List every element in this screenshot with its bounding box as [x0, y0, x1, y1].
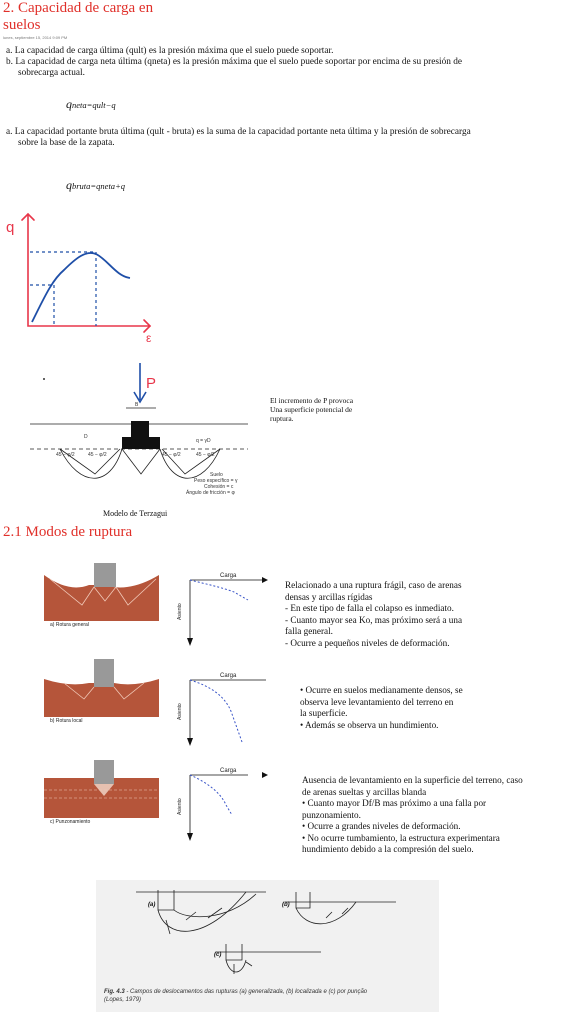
terzaghi-caption: Modelo de Terzagui [103, 509, 168, 518]
footing [94, 760, 114, 784]
displacement-fields-drawing [96, 880, 439, 980]
title-line-2: suelos [3, 17, 41, 33]
footing-base [122, 437, 160, 449]
label-b: B [135, 402, 139, 408]
label-angle-right: 45 − φ/2 [196, 452, 215, 458]
speck [43, 378, 45, 380]
punching-failure-image [44, 760, 159, 825]
formula-q-neta: qneta=qult−q [66, 97, 116, 111]
settlement-axis-arrow [187, 738, 193, 746]
settlement-axis-arrow [187, 638, 193, 646]
chart-settlement-label: Asiento [177, 798, 183, 815]
slip-surface-a1 [158, 892, 246, 931]
displacement-fields-figure [96, 880, 439, 1012]
page-title [3, 0, 153, 34]
settlement-axis-arrow [187, 833, 193, 841]
terzaghi-diagram [0, 358, 280, 523]
slip-surface-c [226, 960, 246, 972]
figure-label-b: (b) [282, 902, 290, 908]
displacement-arrows-b [326, 908, 348, 918]
load-settlement-curve [190, 775, 232, 815]
footing-b [296, 892, 310, 908]
label-surcharge: q = γD [196, 438, 211, 444]
label-angle-mid-left: 45 − φ/2 [88, 452, 107, 458]
slip-surface-b [296, 902, 356, 924]
general-load-settlement-chart [176, 570, 268, 650]
image-label: b) Rotura local [50, 718, 83, 724]
image-label: c) Punzonamiento [50, 819, 91, 825]
y-axis-label: q [6, 219, 15, 236]
punching-load-settlement-chart [176, 765, 276, 845]
load-settlement-curve [190, 680, 242, 742]
load-label: P [146, 375, 157, 392]
local-failure-image [44, 659, 159, 724]
load-settlement-curve [190, 580, 248, 600]
figure-label-c: (c) [214, 952, 222, 958]
load-axis-arrow [262, 772, 268, 778]
footing [94, 563, 116, 587]
load-axis-arrow [262, 577, 268, 583]
list-item-continuation: sobrecarga actual. [18, 68, 85, 78]
list-item: b. La capacidad de carga neta última (qneta) es la presión máxima que el suelo puede soportar por encima de su presión de [6, 57, 462, 67]
peak-guide [30, 252, 96, 326]
image-label: a) Rotura general [50, 622, 89, 628]
footing-a [158, 890, 174, 910]
section-title: 2.1 Modos de ruptura [3, 524, 133, 540]
punching-failure-text: Ausencia de levantamiento en la superficie del terreno, caso de arenas sueltas y arcillas blanda • Cuanto mayor Df/B mas próximo a una falla por punzonamiento. • Ocurre a grandes niveles de deformación. • No ocurre tumbamiento, la estructura experimentara hundimiento debido a la compresión del suelo. [302, 775, 523, 854]
soil-unit-weight: Peso específico = γ [194, 478, 238, 484]
local-failure-text: • Ocurre en suelos medianamente densos, se observa leve levantamiento del terreno en la superficie. • Además se observa un hundimiento. [300, 685, 463, 730]
chart-load-label: Carga [220, 673, 237, 679]
local-load-settlement-chart [176, 670, 268, 750]
label-d: D [84, 434, 88, 440]
definitions-list-2 [6, 127, 558, 149]
soil-friction-angle: Ángulo de fricción = φ [186, 490, 235, 496]
title-line-1: 2. Capacidad de carga en [3, 0, 154, 16]
footing [94, 659, 114, 687]
list-item: a. La capacidad de carga última (qult) es la presión máxima que el suelo puede soportar. [6, 46, 334, 56]
figure-label-a: (a) [148, 902, 156, 908]
central-wedge [122, 449, 160, 474]
terzaghi-note: El incremento de P provoca Una superficie potencial de ruptura. [270, 396, 354, 423]
figure-caption: Fig. 4.3 - Campos de deslocamentos das rupturas (a) generalizada, (b) localizada e (c) por punção (Lopes, 1979) [104, 989, 368, 1003]
axes [28, 214, 150, 326]
formula-q-bruta: qbruta=qneta+q [66, 178, 126, 192]
list-item: a. La capacidad portante bruta última (qult - bruta) es la suma de la capacidad portante neta última y la presión de sobrecarga [6, 127, 471, 137]
chart-settlement-label: Asiento [177, 603, 183, 620]
chart-load-label: Carga [220, 573, 237, 579]
definitions-list [6, 46, 558, 79]
soil-cohesion: Cohesión = c [204, 484, 234, 490]
x-axis-label: ε [146, 331, 152, 345]
list-item-continuation: sobre la base de la zapata. [18, 138, 115, 148]
q-epsilon-sketch [0, 210, 170, 345]
load-curve [32, 253, 130, 322]
label-angle-left: 45 − φ/2 [56, 452, 75, 458]
soil-title: Suelo [210, 472, 223, 478]
general-failure-image [44, 563, 159, 628]
label-angle-mid-right: 45 − φ/2 [162, 452, 181, 458]
chart-load-label: Carga [220, 768, 237, 774]
chart-settlement-label: Asiento [177, 703, 183, 720]
general-failure-text: Relacionado a una ruptura frágil, caso de arenas densas y arcillas rígidas - En este tipo de falla el colapso es inmediato. - Cuanto mayor sea Ko, mas próximo será a una falla general. - Ocurre a pequeños niveles de deformación. [285, 580, 463, 648]
note-timestamp: lunes, septiembre 15, 2014 9:09 PM [3, 35, 68, 40]
